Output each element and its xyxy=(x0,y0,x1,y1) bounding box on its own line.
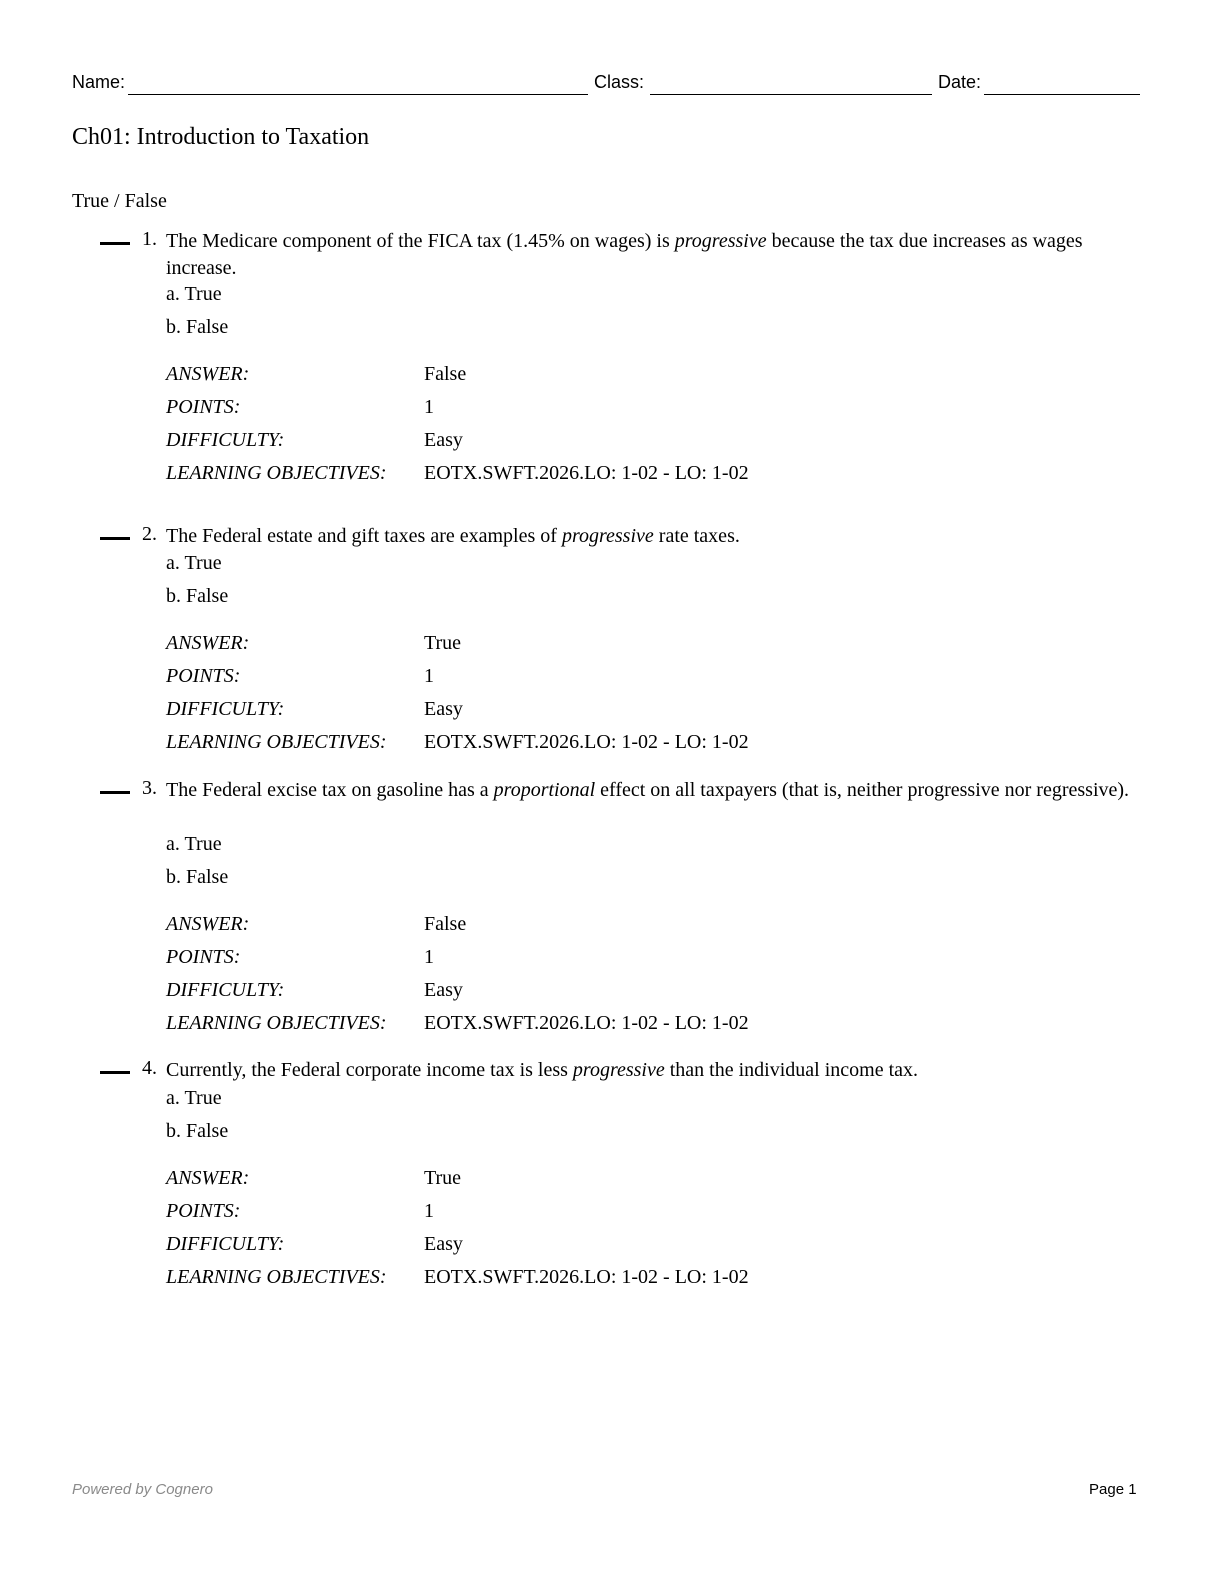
difficulty-label: DIFFICULTY: xyxy=(166,698,285,720)
chapter-title: Ch01: Introduction to Taxation xyxy=(72,124,370,150)
objectives-value: EOTX.SWFT.2026.LO: 1-02 - LO: 1-02 xyxy=(424,462,749,484)
points-value: 1 xyxy=(424,396,434,418)
section-heading: True / False xyxy=(72,190,167,212)
question-text: The Medicare component of the FICA tax (1.45% on wages) is progressive because the tax due increases as wages increase. xyxy=(166,230,1083,279)
difficulty-label: DIFFICULTY: xyxy=(166,979,285,1001)
points-label: POINTS: xyxy=(166,396,241,418)
option-a[interactable]: a. True xyxy=(166,552,222,574)
objectives-value: EOTX.SWFT.2026.LO: 1-02 - LO: 1-02 xyxy=(424,731,749,753)
student-info-header xyxy=(72,72,1140,98)
difficulty-label: DIFFICULTY: xyxy=(166,1233,285,1255)
answer-label: ANSWER: xyxy=(166,632,250,654)
answer-value: False xyxy=(424,913,467,935)
points-label: POINTS: xyxy=(166,946,241,968)
objectives-value: EOTX.SWFT.2026.LO: 1-02 - LO: 1-02 xyxy=(424,1266,749,1288)
date-field-line[interactable] xyxy=(984,94,1140,95)
objectives-label: LEARNING OBJECTIVES: xyxy=(166,731,387,753)
option-a[interactable]: a. True xyxy=(166,833,222,855)
question-text: The Federal excise tax on gasoline has a proportional effect on all taxpayers (that is, neither progressive nor regressive). xyxy=(166,779,1130,801)
objectives-label: LEARNING OBJECTIVES: xyxy=(166,1012,387,1034)
date-label: Date: xyxy=(938,72,982,92)
difficulty-value: Easy xyxy=(424,429,463,451)
question-number: 4. xyxy=(142,1057,157,1079)
answer-blank[interactable] xyxy=(100,537,130,540)
option-b[interactable]: b. False xyxy=(166,316,229,338)
powered-by-footer: Powered by Cognero xyxy=(72,1481,213,1498)
page-number: Page 1 xyxy=(1089,1481,1137,1498)
class-label: Class: xyxy=(594,72,645,92)
question-number: 1. xyxy=(142,228,157,250)
question-number: 2. xyxy=(142,523,157,545)
question-number: 3. xyxy=(142,777,157,799)
difficulty-value: Easy xyxy=(424,698,463,720)
difficulty-value: Easy xyxy=(424,1233,463,1255)
question-text: The Federal estate and gift taxes are examples of progressive rate taxes. xyxy=(166,525,740,547)
answer-label: ANSWER: xyxy=(166,363,250,385)
name-label: Name: xyxy=(72,72,126,92)
question-text: Currently, the Federal corporate income tax is less progressive than the individual income tax. xyxy=(166,1059,919,1081)
points-value: 1 xyxy=(424,1200,434,1222)
option-a[interactable]: a. True xyxy=(166,283,222,305)
answer-value: False xyxy=(424,363,467,385)
class-field-line[interactable] xyxy=(650,94,932,95)
answer-blank[interactable] xyxy=(100,791,130,794)
question-2 xyxy=(0,523,1224,763)
points-value: 1 xyxy=(424,665,434,687)
objectives-label: LEARNING OBJECTIVES: xyxy=(166,1266,387,1288)
objectives-label: LEARNING OBJECTIVES: xyxy=(166,462,387,484)
answer-blank[interactable] xyxy=(100,242,130,245)
difficulty-value: Easy xyxy=(424,979,463,1001)
answer-label: ANSWER: xyxy=(166,1167,250,1189)
answer-value: True xyxy=(424,1167,462,1189)
option-a[interactable]: a. True xyxy=(166,1087,222,1109)
name-field-line[interactable] xyxy=(128,94,588,95)
points-label: POINTS: xyxy=(166,1200,241,1222)
points-label: POINTS: xyxy=(166,665,241,687)
points-value: 1 xyxy=(424,946,434,968)
question-3 xyxy=(0,777,1224,1047)
answer-blank[interactable] xyxy=(100,1071,130,1074)
option-b[interactable]: b. False xyxy=(166,585,229,607)
objectives-value: EOTX.SWFT.2026.LO: 1-02 - LO: 1-02 xyxy=(424,1012,749,1034)
option-b[interactable]: b. False xyxy=(166,1120,229,1142)
answer-value: True xyxy=(424,632,462,654)
option-b[interactable]: b. False xyxy=(166,866,229,888)
answer-label: ANSWER: xyxy=(166,913,250,935)
question-4 xyxy=(0,1057,1224,1297)
question-1 xyxy=(0,228,1224,498)
difficulty-label: DIFFICULTY: xyxy=(166,429,285,451)
